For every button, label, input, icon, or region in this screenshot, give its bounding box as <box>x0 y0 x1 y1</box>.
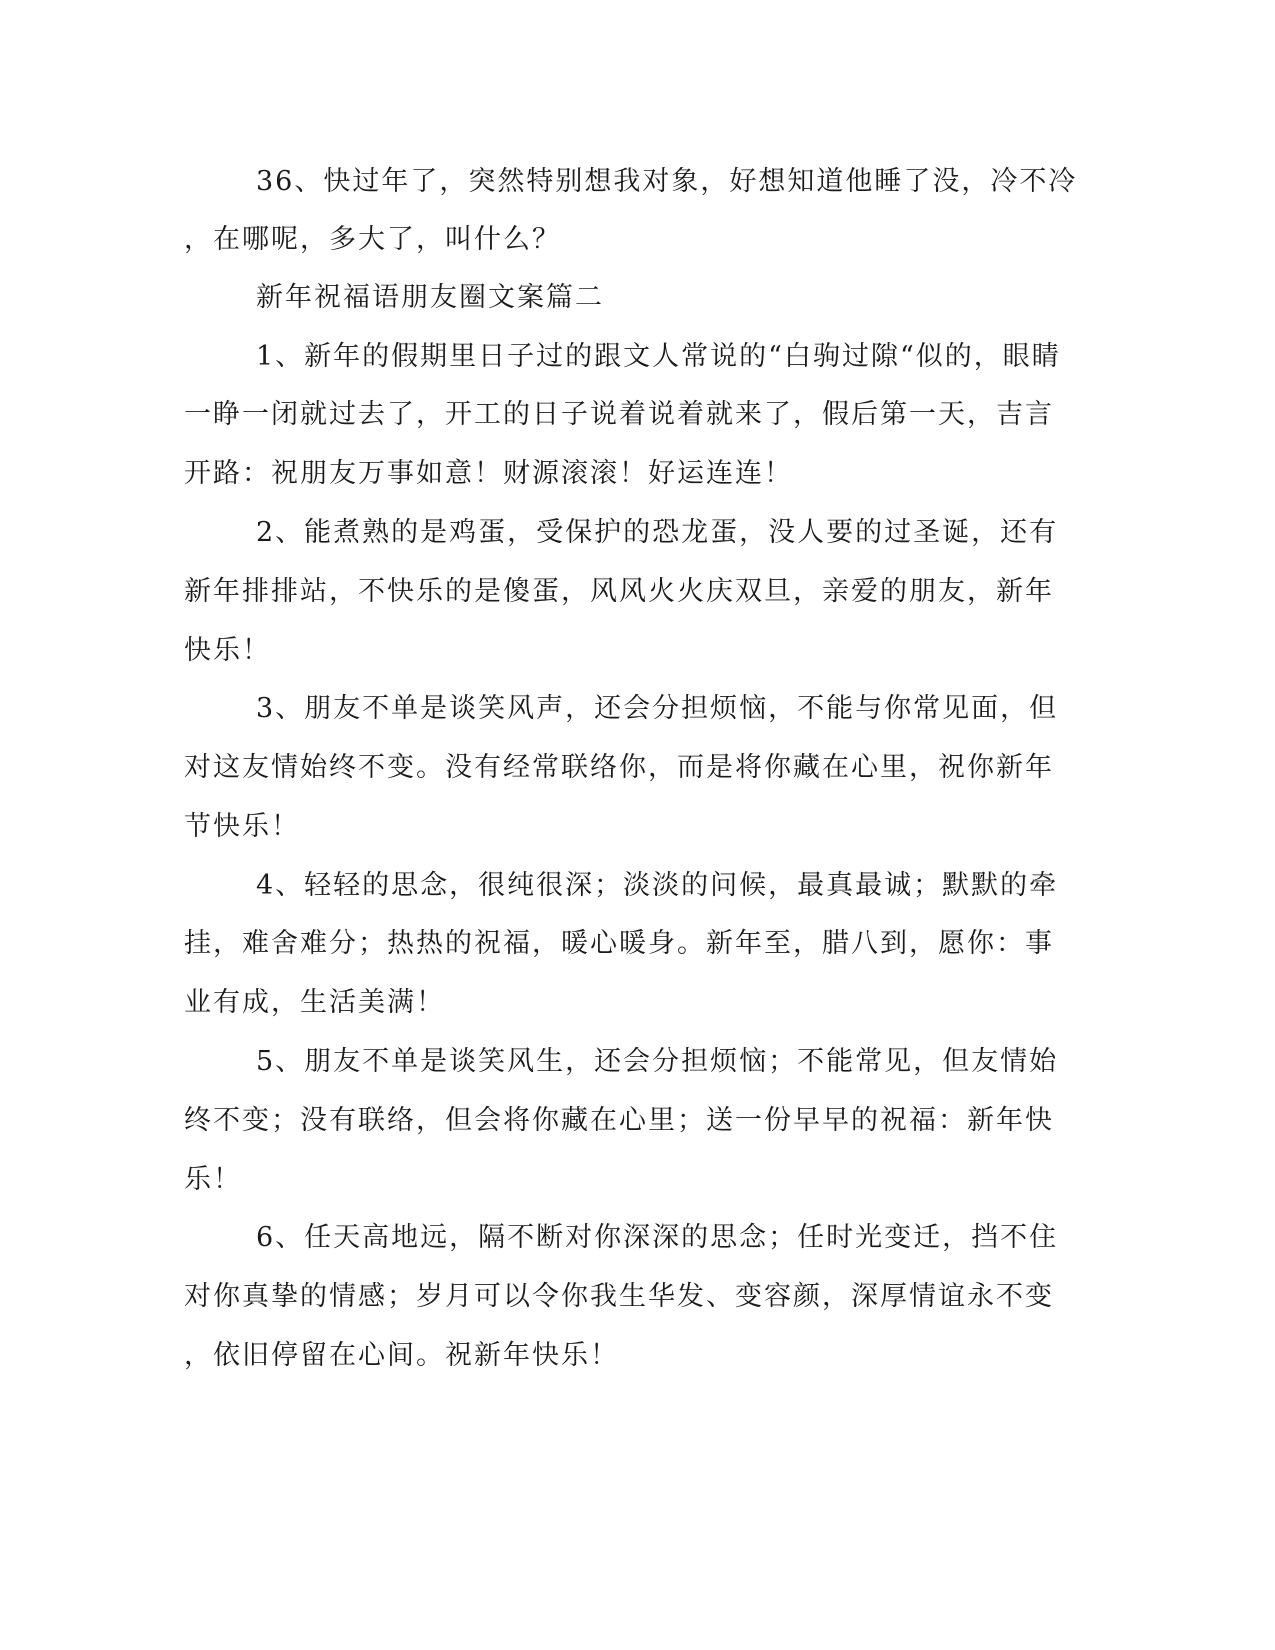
paragraph-5-line-2: 终不变；没有联络，但会将你藏在心里；送一份早早的祝福：新年快 <box>184 1105 1054 1136</box>
paragraph-36-line-2: ，在哪呢，多大了，叫什么？ <box>184 224 561 255</box>
paragraph-2-line-1: 2、能煮熟的是鸡蛋，受保护的恐龙蛋，没人要的过圣诞，还有 <box>256 517 1059 548</box>
paragraph-5-line-3: 乐！ <box>184 1164 242 1195</box>
section-heading: 新年祝福语朋友圈文案篇二 <box>256 282 604 313</box>
paragraph-3-line-1: 3、朋友不单是谈笑风声，还会分担烦恼，不能与你常见面，但 <box>256 693 1059 724</box>
paragraph-3-line-2: 对这友情始终不变。没有经常联络你，而是将你藏在心里，祝你新年 <box>184 752 1054 783</box>
paragraph-4-line-2: 挂，难舍难分；热热的祝福，暖心暖身。新年至，腊八到，愿你：事 <box>184 928 1054 959</box>
paragraph-2-line-2: 新年排排站，不快乐的是傻蛋，风风火火庆双旦，亲爱的朋友，新年 <box>184 576 1054 607</box>
paragraph-36-line-1: 36、快过年了，突然特别想我对象，好想知道他睡了没，冷不冷 <box>256 166 1078 197</box>
paragraph-2-line-3: 快乐！ <box>184 635 271 666</box>
paragraph-3-line-3: 节快乐！ <box>184 811 300 842</box>
paragraph-6-line-1: 6、任天高地远，隔不断对你深深的思念；任时光变迁，挡不住 <box>256 1222 1059 1253</box>
paragraph-1-line-3: 开路：祝朋友万事如意！财源滚滚！好运连连！ <box>184 458 793 489</box>
paragraph-5-line-1: 5、朋友不单是谈笑风生，还会分担烦恼；不能常见，但友情始 <box>256 1046 1059 1077</box>
paragraph-4-line-3: 业有成，生活美满！ <box>184 987 445 1018</box>
paragraph-1-line-1: 1、新年的假期里日子过的跟文人常说的“白驹过隙“似的，眼睛 <box>256 341 1061 372</box>
paragraph-1-line-2: 一睁一闭就过去了，开工的日子说着说着就来了，假后第一天，吉言 <box>184 399 1054 430</box>
paragraph-6-line-2: 对你真挚的情感；岁月可以令你我生华发、变容颜，深厚情谊永不变 <box>184 1281 1054 1312</box>
paragraph-4-line-1: 4、轻轻的思念，很纯很深；淡淡的问候，最真最诚；默默的牵 <box>256 870 1059 901</box>
paragraph-6-line-3: ，依旧停留在心间。祝新年快乐！ <box>184 1340 619 1371</box>
